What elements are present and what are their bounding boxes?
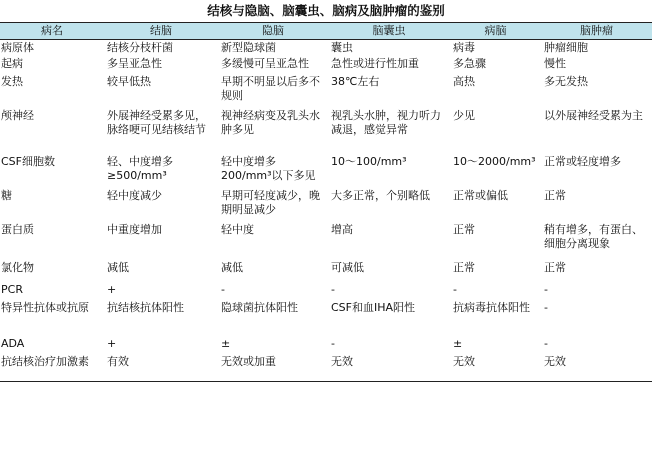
table-cell: 增高 <box>331 222 353 236</box>
table-cell: 稍有增多，有蛋白、细胞分离现象 <box>544 222 643 250</box>
table-row <box>0 222 652 260</box>
table-cell: 急性或进行性加重 <box>331 56 419 70</box>
header-disease-name: 病名 <box>0 23 104 40</box>
table-cell: 轻、中度增多≥500/mm³ <box>107 154 173 182</box>
row-label: ADA <box>1 336 25 350</box>
table-row <box>0 282 652 300</box>
row-label: 糖 <box>1 188 12 202</box>
table-row <box>0 354 652 382</box>
table-cell: - <box>453 282 457 296</box>
table-cell: + <box>107 282 117 296</box>
table-cell: + <box>107 336 117 350</box>
table-cell: 囊虫 <box>331 41 353 54</box>
table-cell: 多呈亚急性 <box>107 56 162 70</box>
table-cell: 正常或轻度增多 <box>544 154 621 168</box>
table-cell: 轻中度减少 <box>107 188 162 202</box>
table-cell: 轻中度 <box>221 222 254 236</box>
table-row <box>0 260 652 282</box>
row-label: 发热 <box>1 74 23 88</box>
table-row <box>0 300 652 336</box>
table-row <box>0 188 652 222</box>
table-row <box>0 40 652 56</box>
table-header-row <box>0 23 652 40</box>
table-cell: 较早低热 <box>107 74 151 88</box>
table-cell: 正常 <box>453 222 475 236</box>
table-cell: CSF和血IHA阳性 <box>331 300 416 314</box>
header-cysticercosis: 脑囊虫 <box>328 23 450 40</box>
table-cell: 抗病毒抗体阳性 <box>453 300 530 314</box>
page-title: 结核与隐脑、脑囊虫、脑病及脑肿瘤的鉴别 <box>207 3 445 18</box>
row-label: 抗结核治疗加激素 <box>0 354 104 382</box>
header-viral-encephalitis: 病脑 <box>450 23 541 40</box>
table-cell: 视神经病变及乳头水肿多见 <box>221 108 320 136</box>
table-cell: 隐球菌抗体阳性 <box>221 300 298 314</box>
table-cell: 正常 <box>453 260 475 274</box>
table-cell: 高热 <box>453 74 475 88</box>
table-row <box>0 74 652 108</box>
table-row <box>0 336 652 354</box>
table-cell: 无效 <box>328 354 450 382</box>
table-cell: - <box>544 300 548 314</box>
table-cell: 早期不明显以后多不规则 <box>221 74 320 102</box>
row-label: 颅神经 <box>1 108 34 122</box>
table-cell: 无效 <box>541 354 652 382</box>
header-brain-tumor: 脑肿瘤 <box>541 23 652 40</box>
comparison-table <box>0 22 652 382</box>
table-cell: 新型隐球菌 <box>221 41 276 54</box>
table-cell: ± <box>221 336 231 350</box>
header-tb-meningitis: 结脑 <box>104 23 218 40</box>
table-row <box>0 154 652 188</box>
table-cell: 多无发热 <box>544 74 588 88</box>
table-cell: 早期可轻度减少，晚期明显减少 <box>221 188 320 216</box>
table-cell: 中重度增加 <box>107 222 162 236</box>
table-cell: - <box>544 282 548 296</box>
table-cell: ± <box>453 336 463 350</box>
table-cell: 多急骤 <box>453 56 486 70</box>
row-label: 蛋白质 <box>1 222 34 236</box>
table-cell: 正常 <box>544 188 566 202</box>
table-cell: 大多正常，个别略低 <box>331 188 430 202</box>
table-cell: 10～100/mm³ <box>331 154 407 168</box>
row-label: 氯化物 <box>1 260 34 274</box>
table-cell: 病毒 <box>453 41 475 54</box>
table-cell: 视乳头水肿，视力听力减退，感觉异常 <box>331 108 441 136</box>
table-row <box>0 56 652 74</box>
table-cell: 38℃左右 <box>331 74 380 88</box>
table-cell: - <box>331 282 335 296</box>
table-cell: 外展神经受累多见，脉络哽可见结核结节 <box>107 108 206 136</box>
row-label: 特异性抗体或抗原 <box>1 300 89 314</box>
table-cell: 有效 <box>104 354 218 382</box>
table-cell: 减低 <box>107 260 129 274</box>
table-cell: - <box>221 282 225 296</box>
table-cell: 少见 <box>453 108 475 122</box>
table-cell: 慢性 <box>544 56 566 70</box>
table-cell: 无效 <box>450 354 541 382</box>
header-cryptococcal: 隐脑 <box>218 23 328 40</box>
table-cell: 多缓慢可呈亚急性 <box>221 56 309 70</box>
table-cell: 减低 <box>221 260 243 274</box>
table-cell: 抗结核抗体阳性 <box>107 300 184 314</box>
row-label: 病原体 <box>1 41 34 54</box>
row-label: PCR <box>1 282 23 296</box>
row-label: 起病 <box>1 56 23 70</box>
table-cell: 轻中度增多200/mm³以下多见 <box>221 154 316 182</box>
table-cell: 以外展神经受累为主 <box>544 108 643 122</box>
table-cell: 10～2000/mm³ <box>453 154 536 168</box>
table-cell: 肿瘤细胞 <box>544 41 588 54</box>
table-cell: - <box>331 336 335 350</box>
table-cell: 无效或加重 <box>218 354 328 382</box>
table-cell: 可减低 <box>331 260 364 274</box>
table-cell: 正常或偏低 <box>453 188 508 202</box>
table-row <box>0 108 652 154</box>
table-cell: - <box>544 336 548 350</box>
table-cell: 结核分枝杆菌 <box>107 41 173 54</box>
row-label: CSF细胞数 <box>1 154 55 168</box>
table-cell: 正常 <box>544 260 566 274</box>
